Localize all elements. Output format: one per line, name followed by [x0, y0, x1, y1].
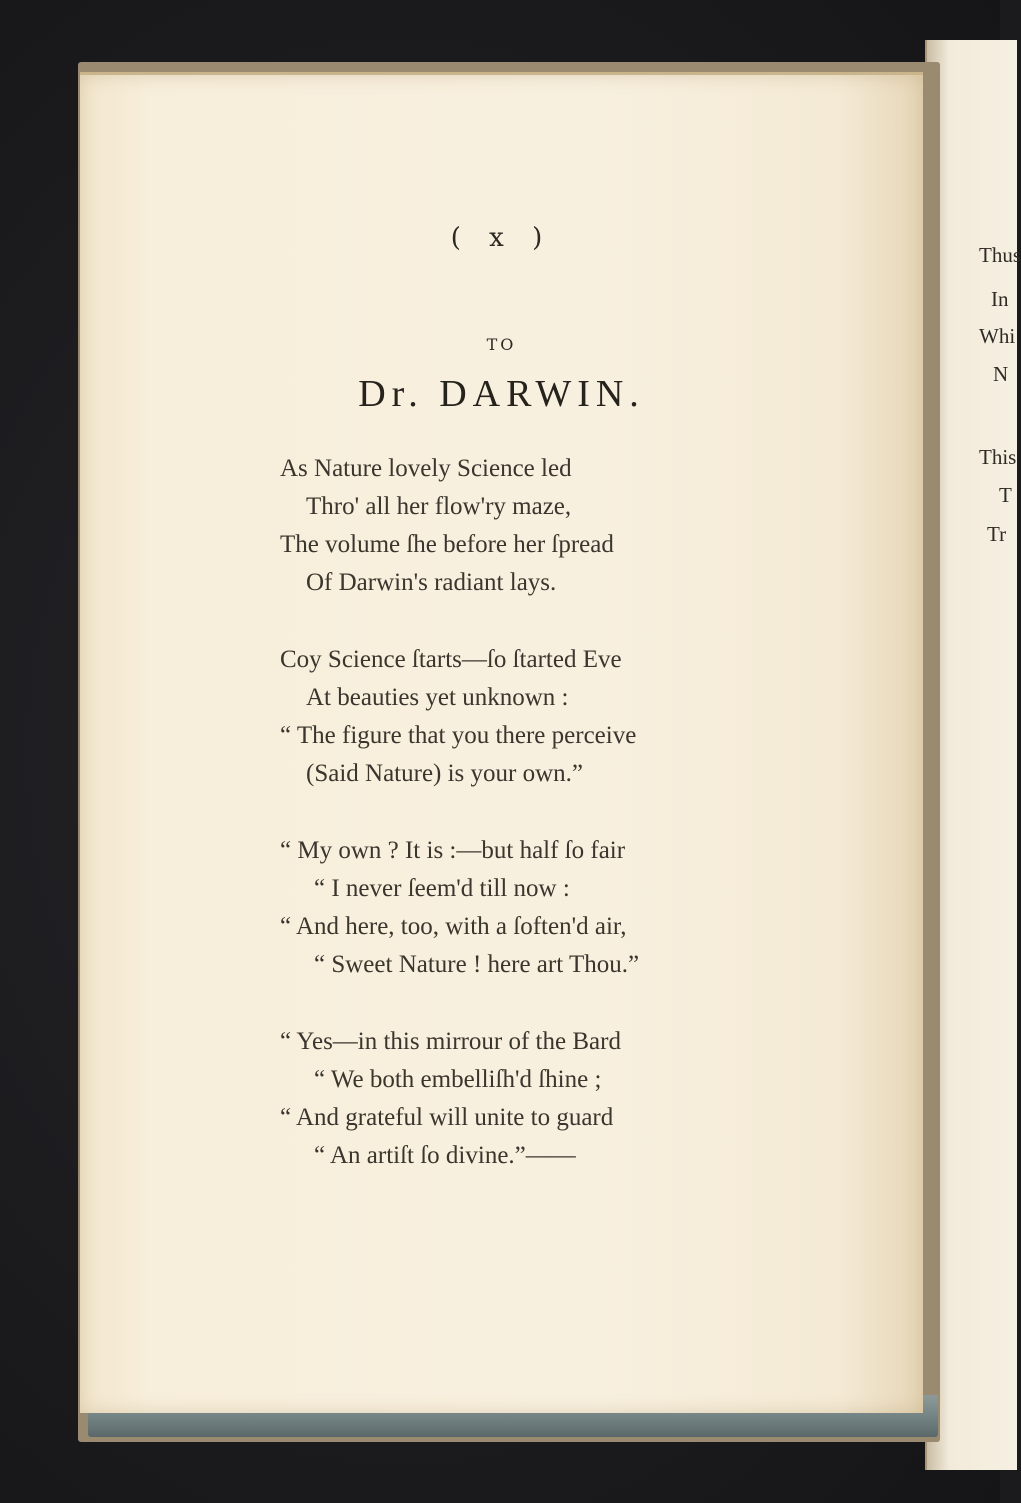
- facing-fragment: N: [993, 362, 1009, 386]
- poem-line: “ Yes—in this mirrour of the Bard: [280, 1028, 621, 1055]
- poem-line: At beauties yet unknown :: [306, 684, 569, 711]
- stanza-4: [280, 1023, 840, 1175]
- book-page: [80, 72, 923, 1413]
- facing-fragment: T: [999, 483, 1012, 507]
- poem-line: “ My own ? It is :—but half ſo fair: [280, 837, 626, 864]
- poem-line: Coy Science ſtarts—ſo ſtarted Eve: [280, 646, 622, 673]
- poem-line: “ The figure that you there perceive: [280, 722, 637, 749]
- poem-line: Of Darwin's radiant lays.: [306, 569, 557, 596]
- poem-line: Thro' all her flow'ry maze,: [306, 493, 572, 520]
- page-number: ( x ): [450, 223, 553, 253]
- facing-fragment: In: [991, 287, 1009, 311]
- poem-line: “ An artiſt ſo divine.”——: [314, 1142, 576, 1169]
- poem-line: As Nature lovely Science led: [280, 455, 572, 482]
- stanza-3: [280, 832, 840, 984]
- poem-line: “ We both embelliſh'd ſhine ;: [314, 1066, 602, 1093]
- poem-line: (Said Nature) is your own.”: [306, 760, 584, 787]
- poem-line: “ And grateful will unite to guard: [280, 1104, 614, 1131]
- dedication-title: Dr. DARWIN.: [358, 373, 645, 415]
- facing-fragment: This: [979, 445, 1017, 469]
- poem-line: The volume ſhe before her ſpread: [280, 531, 614, 558]
- poem: [280, 450, 840, 1214]
- dedication-to: TO: [486, 335, 517, 354]
- poem-line: “ I never ſeem'd till now :: [314, 875, 570, 902]
- facing-fragment: Tr: [987, 522, 1007, 546]
- stanza-1: [280, 450, 840, 602]
- facing-fragment: Thus: [979, 243, 1021, 267]
- poem-line: “ And here, too, with a ſoften'd air,: [280, 913, 627, 940]
- facing-fragment: Whi: [979, 324, 1016, 348]
- stanza-2: [280, 641, 840, 793]
- poem-line: “ Sweet Nature ! here art Thou.”: [314, 951, 640, 978]
